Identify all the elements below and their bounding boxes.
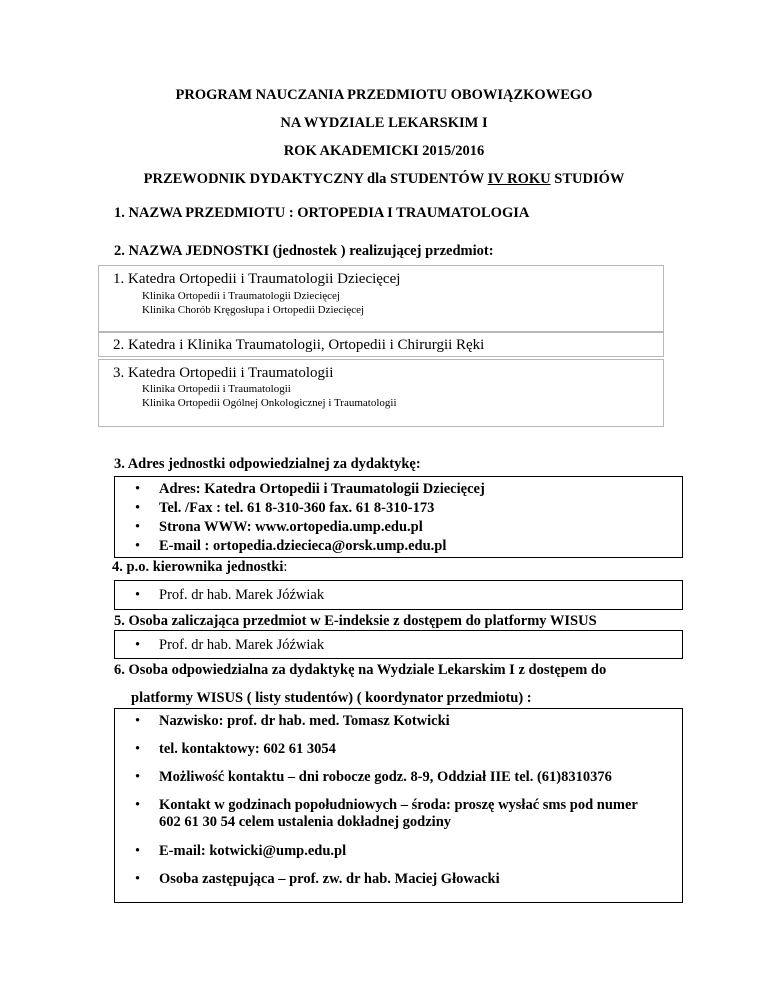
- e-index-box: [114, 630, 683, 659]
- unit-1-name: 1. Katedra Ortopedii i Traumatologii Dziecięcej: [113, 271, 401, 287]
- coordinator-name-item: • Nazwisko: prof. dr hab. med. Tomasz Kotwicki: [135, 713, 450, 729]
- section-1-title: 1. NAZWA PRZEDMIOTU : ORTOPEDIA I TRAUMATOLOGIA: [114, 205, 530, 221]
- unit-1-clinic-2: Klinika Chorób Kręgosłupa i Ortopedii Dziecięcej: [142, 304, 365, 316]
- unit-box-2: [98, 332, 664, 357]
- afternoon-contact-continuation: 602 61 30 54 celem ustalenia dokładnej godziny: [159, 814, 452, 830]
- header-line-4: [0, 171, 768, 188]
- afternoon-contact-item: • Kontakt w godzinach popołudniowych – środa: proszę wysłać sms pod numer: [135, 797, 638, 813]
- bullet: •: [135, 481, 141, 497]
- bullet: •: [135, 713, 141, 729]
- head-box: [114, 580, 683, 610]
- email-item: • E-mail : ortopedia.dziecieca@orsk.ump.edu.pl: [135, 538, 447, 554]
- substitute-person-item: • Osoba zastępująca – prof. zw. dr hab. Maciej Głowacki: [135, 871, 500, 887]
- coordinator-phone-item: • tel. kontaktowy: 602 61 3054: [135, 741, 336, 757]
- coordinator-box: [114, 708, 683, 903]
- phone-fax-item: • Tel. /Fax : tel. 61 8-310-360 fax. 61 8-310-173: [135, 500, 435, 516]
- bullet: •: [135, 519, 141, 535]
- contact-hours-item: • Możliwość kontaktu – dni robocze godz. 8-9, Oddział IIE tel. (61)8310376: [135, 769, 612, 785]
- header-year-underlined: IV ROKU: [487, 171, 551, 187]
- section-6-title-line-2: platformy WISUS ( listy studentów) ( koordynator przedmiotu) :: [131, 690, 532, 706]
- bullet: •: [135, 637, 141, 653]
- bullet: •: [135, 769, 141, 785]
- bullet: •: [135, 538, 141, 554]
- bullet: •: [135, 500, 141, 516]
- header-line-1: PROGRAM NAUCZANIA PRZEDMIOTU OBOWIĄZKOWEGO: [175, 87, 593, 103]
- header-line-4-prefix: PRZEWODNIK DYDAKTYCZNY dla STUDENTÓW: [143, 171, 488, 187]
- bullet: •: [135, 587, 141, 603]
- section-6-title-line-1: 6. Osoba odpowiedzialna za dydaktykę na Wydziale Lekarskim I z dostępem do: [114, 662, 607, 678]
- coordinator-email-item: • E-mail: kotwicki@ump.edu.pl: [135, 843, 347, 859]
- address-item: • Adres: Katedra Ortopedii i Traumatologii Dziecięcej: [135, 481, 485, 497]
- e-index-person-item: • Prof. dr hab. Marek Jóźwiak: [135, 637, 325, 653]
- unit-3-name: 3. Katedra Ortopedii i Traumatologii: [113, 365, 334, 381]
- unit-box-3: [98, 359, 664, 427]
- section-5-title: 5. Osoba zaliczająca przedmiot w E-indeksie z dostępem do platformy WISUS: [114, 613, 597, 629]
- website-item: • Strona WWW: www.ortopedia.ump.edu.pl: [135, 519, 423, 535]
- head-name-item: • Prof. dr hab. Marek Jóźwiak: [135, 587, 325, 603]
- unit-2-name: 2. Katedra i Klinika Traumatologii, Ortopedii i Chirurgii Ręki: [113, 337, 485, 353]
- header-line-3: ROK AKADEMICKI 2015/2016: [283, 143, 485, 159]
- bullet: •: [135, 871, 141, 887]
- unit-box-1: [98, 265, 664, 332]
- unit-3-clinic-2: Klinika Ortopedii Ogólnej Onkologicznej i Traumatologii: [142, 397, 397, 409]
- section-2-title: 2. NAZWA JEDNOSTKI (jednostek ) realizującej przedmiot:: [114, 243, 494, 259]
- header-line-4-suffix: STUDIÓW: [550, 171, 625, 187]
- bullet: •: [135, 843, 141, 859]
- address-box: [114, 476, 683, 558]
- section-4-title: 4. p.o. kierownika jednostki:: [112, 559, 288, 575]
- bullet: •: [135, 797, 141, 813]
- unit-1-clinic-1: Klinika Ortopedii i Traumatologii Dziecięcej: [142, 290, 340, 302]
- header-line-2: NA WYDZIALE LEKARSKIM I: [280, 115, 488, 131]
- section-3-title: 3. Adres jednostki odpowiedzialnej za dydaktykę:: [114, 456, 421, 472]
- unit-3-clinic-1: Klinika Ortopedii i Traumatologii: [142, 383, 291, 395]
- bullet: •: [135, 741, 141, 757]
